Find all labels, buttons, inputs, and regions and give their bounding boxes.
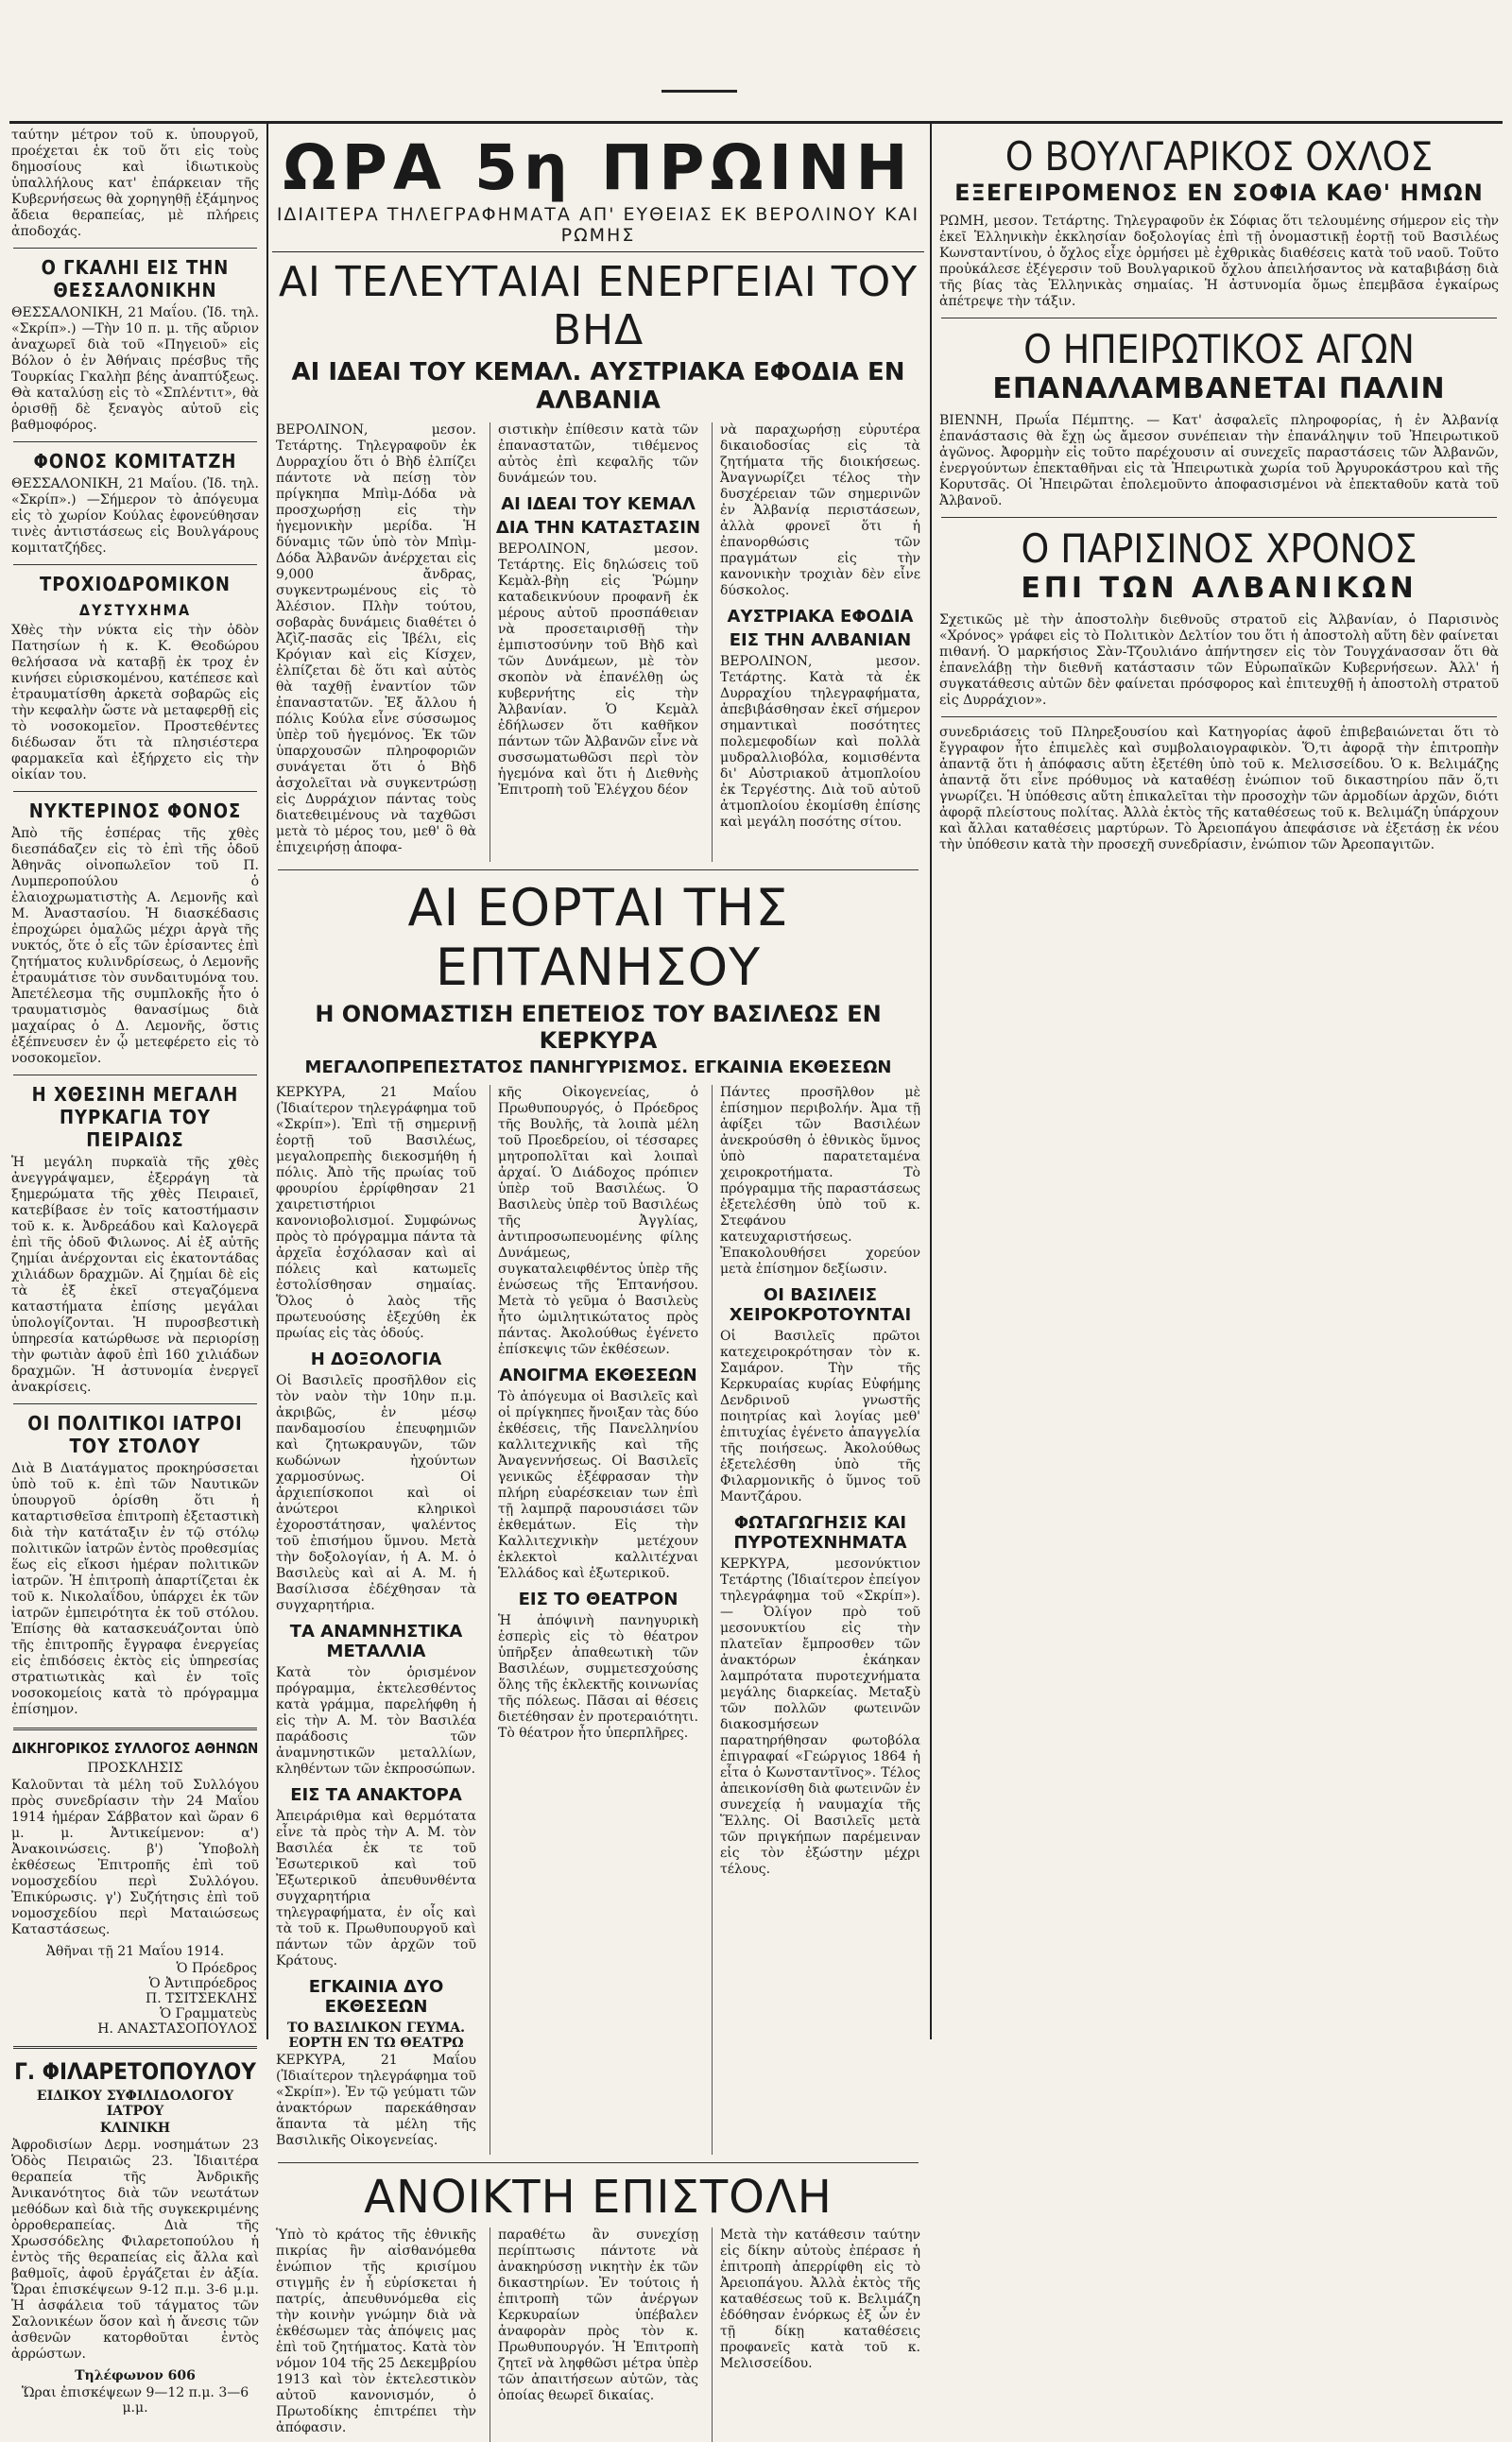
egkain-article: ΚΕΡΚΥΡΑ, 21 Μαΐου (Ἰδιαίτερον τηλεγράφημα τοῦ «Σκρίπ»). Ἐν τῷ γεύματι τῶν ἀνακτόρων παρεκάθησαν ἅπαντα τὰ μέλη τῆς Βασιλικῆς Οἰκογενείας. (276, 2053, 476, 2148)
klinik-hours: Ὥραι ἐπισκέψεων 9—12 π.μ. 3—6 μ.μ. (21, 2385, 249, 2416)
divider (13, 564, 257, 565)
intro-text: ταύτην μέτρον τοῦ κ. ὑπουργοῦ, προέχεται ἐκ τοῦ ὅτι εἰς τοὺς δημοσίους καὶ ἰδιωτικοὺς ὑπαλλήλους κατ' ἐπάρκειαν τῆς Κυβερνήσεως θὰ χορηγηθῇ ἐξάμηνος ἄδεια θεραπείας, μὲ πλήρεις ἀποδοχάς. (11, 128, 259, 239)
eortai-article-2: κῆς Οἰκογενείας, ὁ Πρωθυπουργός, ὁ Πρόεδρος τῆς Βουλῆς, τὰ λοιπὰ μέλη τοῦ Προεδρείου, οἱ τέσσαρες μητροπολῖται καὶ λοιπαὶ ἀρχαί. Ὁ Διάδοχος πρόπιεν ὑπὲρ τοῦ Βασιλέως. Ὁ Βασιλεὺς ὑπὲρ τοῦ Βασιλέως τῆς Ἀγγλίας, ἀντιπροσωπευομένης φίλης Δυνάμεως, συγκαταλειφθέντος ὑπὲρ τῆς ἑνώσεως τῆς Ἑπτανήσου. Μετὰ τὸ γεῦμα ὁ Βασιλεὺς ἦτο ὡμιλητικώτατος πρὸς πάντας. Ἀκολούθως ἐγένετο ἐπίσκεψις τῶν ἐκθέσεων. (498, 1085, 698, 1357)
edition-banner: ΩΡΑ 5η ΠΡΩΙΝΗ (283, 131, 914, 204)
paris-continuation: συνεδριάσεις τοῦ Πληρεξουσίου καὶ Κατηγορίας ἀφοῦ ἐπιβεβαιώνεται ὅτι τὸ ἔγγραφον ἦτο ἐπιμελὲς καὶ συμβολαιογραφικὸν. Ὅ,τι ἀφορᾷ τὴν ἐπιτροπὴν ἀπαντᾷ ὅτι ἡ ἀπόφασις αὕτη ἐξετέθη ὑπὸ τοῦ κ. Μελισσείδου. Ὁ κ. Βελιμάζης ἀπαντᾷ ὅτι εἶνε πρόθυμος νὰ καταθέσῃ ἐνώπιον τοῦ δικαστηρίου πᾶν ὅ,τι γνωρίζει. Ἡ ὑπόθεσις αὕτη ἐπικαλεῖται τὴν προσοχὴν τῶν ἀρμοδίων ἀρχῶν, διότι ἀφορᾷ πλείστους πολίτας. Ἀλλὰ ἐκτὸς τῆς καταθέσεως τοῦ κ. Βελιμάζη ὑπάρχουν καὶ ἄλλαι καταθέσεις μαρτύρων. Τὸ Ἀρειοπάγου ἀπεφάσισε νὰ ἐξετάσῃ ἐκ νέου τὴν ὑπόθεσιν κατὰ τὴν προσεχῆ συνεδρίασιν, ἐνώπιον τῶν Ἀρεοπαγιτῶν. (939, 725, 1499, 852)
voulg-subheadline: ΕΞΕΓΕΙΡΟΜΕΝΟΣ ΕΝ ΣΟΦΙΑ ΚΑΘ' ΗΜΩΝ (954, 180, 1484, 206)
klinik-phone: Τηλέφωνον 606 (75, 2368, 196, 2383)
theatro-headline: ΕΙΣ ΤΟ ΘΕΑΤΡΟΝ (518, 1590, 679, 1609)
paris-headline: Ο ΠΑΡΙΣΙΝΟΣ ΧΡΟΝΟΣ (1021, 525, 1418, 572)
troxio-headline: ΤΡΟΧΙΟΔΡΟΜΙΚΟΝ (40, 573, 231, 595)
divider (13, 2046, 257, 2049)
dikig-sign-president: Ὁ Πρόεδρος (176, 1961, 257, 1976)
klinik-article: Ἀφροδισίων Δερμ. νοσημάτων 23 Ὁδὸς Πειραιῶς 23. Ἰδιαιτέρα θεραπεία τῆς Ἀνδρικῆς Ἀνικανότητος διὰ τῶν νεωτάτων μεθόδων καὶ διὰ τῆς συγκεκριμένης ὀρροθεραπείας. Διὰ τῆς Χρωσσόδελης Φιλαρετοπούλου ἡ ἐντὸς τῆς θεραπείας εἰς ἄλλα καὶ βαθμοῖς, ἀφοῦ ἐργάζεται ἐν ἀξία. Ὥραι ἐπισκέψεων 9-12 π.μ. 3-6 μ.μ. Ἡ ἀσφάλεια τοῦ τάγματος τῶν Σαλονικέων ὅσον καὶ ἡ ἄνεσις τῶν ἀσθενῶν κατορθοῦται ἐντὸς ἀρρώστων. (11, 2138, 259, 2362)
klinik-headline: Γ. ΦΙΛΑΡΕΤΟΠΟΥΛΟΥ (14, 2058, 256, 2085)
epistoli-headline: ΑΝΟΙΚΤΗ ΕΠΙΣΤΟΛΗ (364, 2171, 833, 2224)
anakt-article: Ἀπειράριθμα καὶ θερμότατα εἶνε τὰ πρὸς τὴν Α. Μ. τὸν Βασιλέα ἐκ τε τοῦ Ἐσωτερικοῦ καὶ τοῦ Ἐξωτερικοῦ ἀπευθυνθέντα συγχαρητήρια τηλεγραφήματα, ἐν οἷς καὶ τὰ τοῦ κ. Πρωθυπουργοῦ καὶ πάντων τῶν ἀρχῶν τοῦ Κράτους. (276, 1809, 476, 1969)
xeirokrot-article: Οἱ Βασιλεῖς πρῶτοι κατεχειροκρότησαν τὸν κ. Σαμάρον. Τὴν τῆς Κερκυραίας κυρίας Εὐφήμης Δενδρινοῦ γνωστῆς ποιητρίας καὶ λογίας μεθ' ἐπιτυχίας ἐγένετο ἀπαγγελία τῆς ποιήσεως. Ἀκολούθως ἐξετελέσθη ὑπὸ τῆς Φιλαρμονικῆς ὁ ὕμνος τοῦ Μαντζάρου. (720, 1329, 920, 1505)
header-rule (9, 121, 1503, 124)
dikig-headline: ΔΙΚΗΓΟΡΙΚΟΣ ΣΥΛΛΟΓΟΣ ΑΘΗΝΩΝ (11, 1740, 259, 1757)
ipeir-subheadline: ΕΠΑΝΑΛΑΜΒΑΝΕΤΑΙ ΠΑΛΙΝ (992, 372, 1446, 405)
center-column (272, 128, 924, 2435)
fot-headline: ΦΩΤΑΓΩΓΗΣΙΣ ΚΑΙ ΠΥΡΟΤΕΧΝΗΜΑΤΑ (733, 1513, 907, 1553)
epistoli-article-2: παραθέτω ἂν συνεχίσῃ περίπτωσις πάντοτε νὰ ἀνακηρύσσῃ νικητὴν ἐκ τῶν δικαστηρίων. Ἐν τούτοις ἡ ἐπιτροπὴ τῶν ἀνέργων Κερκυραίων ὑπέβαλεν ἀναφορὰν πρὸς τὸν κ. Πρωθυπουργόν. Ἡ Ἐπιτροπὴ ζητεῖ νὰ ληφθῶσι μέτρα ὑπὲρ τῶν ἀπαιτήσεων αὐτῶν, τὰς ὁποίας θεωρεῖ δικαίας. (498, 2227, 698, 2403)
vhd-article-2: σιστικὴν ἐπίθεσιν κατὰ τῶν ἐπαναστατῶν, τιθέμενος αὐτὸς ἐπὶ κεφαλῆς τῶν δυνάμεών του. (498, 422, 698, 486)
anakt-headline: ΕΙΣ ΤΑ ΑΝΑΚΤΟΡΑ (290, 1785, 462, 1805)
epistoli-article-1: Ὑπὸ τὸ κράτος τῆς ἐθνικῆς πικρίας ἣν αἰσθανόμεθα ἐνώπιον τῆς κρισίμου στιγμῆς ἐν ἧ εὑρίσκεται ἡ πατρίς, ἀπευθυνόμεθα εἰς τὴν κοινὴν γνώμην διὰ νὰ ἐκθέσωμεν τὰς ἀπόψεις μας ἐπὶ τοῦ ζητήματος. Κατὰ τὸν νόμον 104 τῆς 25 Δεκεμβρίου 1913 καὶ τὸν ἐκτελεστικὸν αὐτοῦ κανονισμόν, ὁ Πρωτοδίκης ἐπιτρέπει τὴν ἀπόφασιν. (276, 2227, 476, 2435)
divider (13, 1728, 257, 1730)
anam-headline: ΤΑ ΑΝΑΜΝΗΣΤΙΚΑ ΜΕΤΑΛΛΙΑ (289, 1622, 463, 1661)
dikig-subheadline: ΠΡΟΣΚΛΗΣΙΣ (87, 1761, 183, 1776)
vhd-article-3: νὰ παραχωρήσῃ εὐρυτέρα δικαιοδοσίας εἰς τὰ ζητήματα τῆς διοικήσεως. Ἀναγνωρίζει τέλος τὴν δυσχέρειαν τῶν σημερινῶν ἐν Ἀλβανίᾳ περιστάσεων, ἀλλὰ φρονεῖ ὅτι ἡ ἐπανορθώσις τῶν πραγμάτων εἰς τὴν κανονικὴν τροχιὰν δὲν εἶνε δύσκολος. (720, 422, 920, 598)
troxio-subheadline: ΔΥΣΤΥΧΗΜΑ (78, 601, 192, 619)
divider (13, 441, 257, 442)
nykt-headline: ΝΥΚΤΕΡΙΝΟΣ ΦΟΝΟΣ (28, 800, 242, 822)
eortai-headline: ΑΙ ΕΟΡΤΑΙ ΤΗΣ ΕΠΤΑΝΗΣΟΥ (407, 878, 789, 997)
kemal-headline: ΑΙ ΙΔΕΑΙ ΤΟΥ ΚΕΜΑΛ (501, 494, 696, 514)
dikig-date: Ἀθῆναι τῇ 21 Μαΐου 1914. (45, 1944, 225, 1959)
top-ornament (662, 90, 737, 98)
fire-headline: Η ΧΘΕΣΙΝΗ ΜΕΓΑΛΗ ΠΥΡΚΑΓΙΑ ΤΟΥ ΠΕΙΡΑΙΩΣ (31, 1083, 239, 1151)
ipeir-headline: Ο ΗΠΕΙΡΩΤΙΚΟΣ ΑΓΩΝ (1023, 326, 1415, 372)
dikig-sign-secretary: Ὁ Γραμματεὺς (160, 2006, 257, 2021)
right-column (936, 128, 1503, 2039)
divider (278, 2162, 919, 2163)
divider (941, 716, 1497, 717)
voulg-headline: Ο ΒΟΥΛΓΑΡΙΚΟΣ ΟΧΛΟΣ (1005, 133, 1434, 180)
austr-subheadline: ΕΙΣ ΤΗΝ ΑΛΒΑΝΙΑΝ (729, 630, 912, 650)
vhd-columns (272, 422, 924, 862)
xeirokrot-headline: ΟΙ ΒΑΣΙΛΕΙΣ ΧΕΙΡΟΚΡΟΤΟΥΝΤΑΙ (729, 1285, 912, 1325)
divider (13, 248, 257, 249)
anoigma-article: Τὸ ἀπόγευμα οἱ Βασιλεῖς καὶ οἱ πρίγκηπες ἤνοιξαν τὰς δύο ἐκθέσεις, τῆς Πανελληνίου καλλιτεχνικῆς καὶ τῆς Ἀναγεννήσεως. Οἱ Βασιλεῖς γενικῶς ἐξέφρασαν τὴν πλήρη εὐαρέσκειαν των ἐπὶ τῇ λαμπρᾷ παρουσιάσει τῶν ἐκθεμάτων. Εἰς τὴν Καλλιτεχνικὴν μετέχουν ἐκλεκτοὶ καλλιτέχναι Ἑλλάδος καὶ ἐξωτερικοῦ. (498, 1389, 698, 1581)
iatroi-article: Διὰ Β Διατάγματος προκηρύσσεται ὑπὸ τοῦ κ. ἐπὶ τῶν Ναυτικῶν ὑπουργοῦ ὁρίσθη ὅτι ἡ καταρτισθεῖσα ἐπιτροπὴ ἐξεταστικὴ διὰ τὴν κατάταξιν ἐν τῷ στόλῳ πολιτικῶν ἰατρῶν ἐντὸς προθεσμίας ἕως εἰς εἴκοσι ἡμέραν πολιτικῶν ἰατρῶν. Ἡ ἐπιτροπὴ ἀπαρτίζεται ἐκ τοῦ κ. Νικολαΐδου, ὑπάρχει ἐκ τῶν ἰατρῶν ἐμπειρότητα ἐκ τοῦ στόλου. Ἐπίσης θὰ κατασκευάζονται ὑπὸ τῆς ἐπιτροπῆς ἔγγραφα ἐνεργείας εἰς ἐπιδόσεις ἐκτὸς εἰς ὑπηρεσίας στρατιωτικὰς καὶ ἐν τοῖς νοσοκομείοις κατὰ τὸ πρόγραμμα ἐπίσημον. (11, 1461, 259, 1717)
klinik-subheadline: ΕΙΔΙΚΟΥ ΣΥΦΙΛΙΔΟΛΟΓΟΥ ΙΑΤΡΟΥ (36, 2089, 234, 2119)
epistoli-columns (272, 2227, 924, 2442)
troxio-article: Χθὲς τὴν νύκτα εἰς τὴν ὁδὸν Πατησίων ἡ κ. Κ. Θεοδώρου θελήσασα νὰ καταβῇ ἐκ τροχ ἐν κινήσει εὑρισκομένου, κατέπεσε καὶ ἐτραυματίσθη ἀρκετὰ σοβαρῶς εἰς τὴν κεφαλὴν ὥστε νὰ μεταφερθῇ εἰς τὸ νοσοκομεῖον. Προστεθέντες διέδωσαν ὅτι τὰ πλησιέστερα φαρμακεῖα καὶ ἐξήρχετο εἰς τὴν οἰκίαν του. (11, 623, 259, 782)
phonos-headline: ΦΟΝΟΣ ΚΟΜΙΤΑΤΖΗ (33, 450, 237, 473)
dikig-article: Καλοῦνται τὰ μέλη τοῦ Συλλόγου πρὸς συνεδρίασιν τὴν 24 Μαΐου 1914 ἡμέραν Σάββατον καὶ ὥραν 6 μ. μ. Ἀντικείμενον: α') Ἀνακοινώσεις. β') Ὑποβολὴ ἐκθέσεως Ἐπιτροπῆς ἐπὶ τοῦ νομοσχεδίου περὶ Συλλόγου. Ἐπικύρωσις. γ') Συζήτησις ἐπὶ τοῦ νομοσχεδίου περὶ Ματαιώσεως Καταστάσεως. (11, 1778, 259, 1937)
dikig-sign-name2: Η. ΑΝΑΣΤΑΣΟΠΟΥΛΟΣ (97, 2021, 257, 2037)
voulg-article: ΡΩΜΗ, μεσον. Τετάρτης. Τηλεγραφοῦν ἐκ Σόφιας ὅτι τελουμένης σήμερον εἰς τὴν ἐκεῖ Ἑλληνικὴν ἐκκλησίαν δοξολογίας ἐπὶ τῇ ὀνομαστικῇ ἑορτῇ τοῦ Βασιλέως Κωνσταντίνου, ὁ ὄχλος εἶχε ὁρμήσει μὲ ἐχθρικὰς διαθέσεις κατὰ τοῦ ναοῦ. Τοῦτο προὐκάλεσε ἐξέγερσιν τοῦ Βουλγαρικοῦ ὄχλου ἀπειλήσαντος νὰ καταβιβάσῃ διὰ τῆς βίας τὰς Ἑλληνικὰς σημαίας. Ἡ ἀστυνομία ὅμως ἐπεμβᾶσα ἐγκαίρως ἀπέτρεψε τὴν τάξιν. (939, 214, 1499, 309)
eortai-article-1: ΚΕΡΚΥΡΑ, 21 Μαΐου (Ἰδιαίτερον τηλεγράφημα τοῦ «Σκρίπ»). Ἐπὶ τῇ σημερινῇ ἑορτῇ τοῦ Βασιλέως, μεγαλοπρεπὴς διεκοσμήθη ἡ πόλις. Ἀπὸ τῆς πρωίας τοῦ φρουρίου ἐρρίφθησαν 21 χαιρετιστήριοι κανονιοβολισμοί. Συμφώνως πρὸς τὸ πρόγραμμα πάντα τὰ ἀρχεῖα ἐσχόλασαν καὶ αἱ πόλεις καὶ κατωμεῖς ἐστολίσθησαν σημαίας. Ὅλος ὁ λαὸς τῆς πρωτευούσης ἐξεχύθη ἐκ πρωίας εἰς τὰς ὁδούς. (276, 1085, 476, 1341)
left-column (8, 128, 263, 2416)
paris-subheadline: ΕΠΙ ΤΩΝ ΑΛΒΑΝΙΚΩΝ (1021, 572, 1418, 605)
phonos-article: ΘΕΣΣΑΛΟΝΙΚΗ, 21 Μαΐου. (Ἰδ. τηλ. «Σκρίπ».) —Σήμερον τὸ ἀπόγευμα εἰς τὸ χωρίον Κούλας ἐφονεύθησαν τινὲς ἀντιστάσεως εἰς Βουλγάρους κομιτατζήδες. (11, 476, 259, 556)
ipeir-article: ΒΙΕΝΝΗ, Πρωΐα Πέμπτης. — Κατ' ἀσφαλεῖς πληροφορίας, ἡ ἐν Ἀλβανίᾳ ἐπανάστασις θὰ ἔχῃ ὡς ἄμεσον συνέπειαν τὴν ἐπανάληψιν τοῦ Ἠπειρωτικοῦ ἀγῶνος. Ἀφορμὴν εἰς τοῦτο παρέχουσιν αἱ συνεχεῖς παραστάσεις τῶν Ἀλβανῶν, ἐνεργούντων ἐπεκταθῆναι εἰς τὰ Ἠπειρωτικὰ χωρία τοῦ Ἀργυροκάστρου καὶ τῆς Κορυτσᾶς. Οἱ Ἠπειρῶται ἐπολεμοῦντο ἀποφασισμένοι νὰ ἐπεκταθοῦν κατὰ τοῦ Ἀλβανοῦ. (939, 413, 1499, 508)
eortai-columns (272, 1085, 924, 2155)
anam-article: Κατὰ τὸν ὁρισμένον πρόγραμμα, ἐκτελεσθέντος κατὰ γράμμα, παρελήφθη ἡ εἰς τὴν Α. Μ. τὸν Βασιλέα παράδοσις τῶν ἀναμνηστικῶν μεταλλίων, κληθέντων τῶν ἐκπροσώπων. (276, 1665, 476, 1777)
fire-article: Ἡ μεγάλη πυρκαϊὰ τῆς χθὲς ἀνεγγράψαμεν, ἐξερράγη τὰ ξημερώματα τῆς χθὲς Πειραιεῖ, κατεβίβασε ἐν τοῖς κατοστήμασιν τοῦ κ. κ. Ἀνδρεάδου καὶ Καλογερᾶ ἐπὶ τῆς ὁδοῦ Φιλωνος. Αἱ ἐξ αὐτῆς ζημίαι ἀνέρχονται εἰς ἑκατοντάδας χιλιάδων δραχμῶν. Αἱ ζημίαι δὲ εἰς τὰ ἐξ ἐκεῖ στεγαζόμενα καταστήματα ἐπίσης μεγάλαι ὑπολογίζονται. Ἡ πυροσβεστικὴ ὑπηρεσία κατώρθωσε νὰ περιορίσῃ τὴν φωτιὰν ἀφοῦ ἐπὶ 160 χιλιάδων δραχμῶν. Ἡ ἀστυνομία ἐνεργεῖ ἀνακρίσεις. (11, 1155, 259, 1395)
epistoli-article-3: Μετὰ τὴν κατάθεσιν ταύτην εἰς δίκην αὐτοὺς ἐπέρασε ἡ ἐπιτροπὴ ἀπερρίφθη εἰς τὸ Ἀρειοπάγου. Ἀλλὰ ἐκτὸς τῆς καταθέσεως τοῦ κ. Βελιμάζη ἐδόθησαν ἐνόρκως ἐξ ὧν ἐν τῇ δίκῃ καταθέσεις προφανεῖς κατὰ τοῦ κ. Μελισσείδου. (720, 2227, 920, 2371)
divider (13, 791, 257, 792)
eortai-article-3: Πάντες προσῆλθον μὲ ἐπίσημον περιβολήν. Ἀμα τῇ ἀφίξει τῶν Βασιλέων ἀνεκρούσθη ὁ ἐθνικὸς ὕμνος ὑπὸ παρατεταμένα χειροκροτήματα. Τὸ πρόγραμμα τῆς παραστάσεως ἐξετελέσθη ὑπὸ τοῦ κ. Στεφάνου κατευχαριστήσεως. Ἐπακολουθήσει χορεύον μετὰ ἐπίσημον δεξίωσιν. (720, 1085, 920, 1277)
austr-headline: ΑΥΣΤΡΙΑΚΑ ΕΦΟΔΙΑ (727, 607, 914, 627)
divider (941, 517, 1497, 518)
vhd-subheadline: ΑΙ ΙΔΕΑΙ ΤΟΥ ΚΕΜΑΛ. ΑΥΣΤΡΙΑΚΑ ΕΦΟΔΙΑ ΕΝ ΑΛΒΑΝΙΑ (291, 358, 905, 415)
vhd-article-1: ΒΕΡΟΛΙΝΟΝ, μεσον. Τετάρτης. Τηλεγραφοῦν ἐκ Δυρραχίου ὅτι ὁ Βὴδ ἐλπίζει πάντοτε νὰ πείσῃ τὸν πρίγκηπα Μπὶμ-Δόδα νὰ προσχωρήσῃ εἰς τὴν ἡγεμονικὴν μερίδα. Ἡ δύναμις τῶν ὑπὸ τὸν Μπὶμ-Δόδα Ἀλβανῶν ἀνέρχεται εἰς 9,000 ἄνδρας, συγκεντρωμένους εἰς τὸ Ἀλέσιον. Πλὴν τούτου, σοβαρὰς δυνάμεις διαθέτει ὁ Ἀζὶζ-πασᾶς εἰς Ἰβέλι, εἰς Κρόγιαν καὶ εἰς Κίσχεν, ἐλπίζεται δὲ ὅτι καὶ αὐτὸς θὰ ταχθῇ ἐναντίον τῶν ἐπαναστατῶν. Ἐξ ἄλλου ἡ πόλις Κούλα εἶνε σύσσωμος ὑπὲρ τοῦ ἡγεμόνος. Ἐκ τῶν ὑπαρχουσῶν πληροφοριῶν συνάγεται ὅτι ὁ Βὴδ ἀσχολεῖται νὰ συγκεντρώσῃ εἰς Δυρράχιον πάντας τοὺς διατεθειμένους νὰ ταχθῶσι μετὰ τὸ μέρος του, μεθ' ὃ θὰ ἐπιχειρήσῃ ἀποφα- (276, 422, 476, 855)
egkain-subheadline: ΤΟ ΒΑΣΙΛΙΚΟΝ ΓΕΥΜΑ. ΕΟΡΤΗ ΕΝ ΤΩ ΘΕΑΤΡΩ (287, 2021, 465, 2051)
austr-article: ΒΕΡΟΛΙΝΟΝ, μεσον. Τετάρτης. Κατὰ τὰ ἐκ Δυρραχίου τηλεγραφήματα, ἀπεβιβάσθησαν ἐκεῖ σήμερον σημαντικαὶ ποσότητες πολεμεφοδίων καὶ πολλὰ μυδραλλιοβόλα, κομισθέντα δι' Αὐστριακοῦ ἀτμοπλοίου ἐκ Τεργέστης. Διὰ τοῦ αὐτοῦ ἀτμοπλοίου ἐκομίσθη ἐπίσης καὶ μεγάλη ποσότης σίτου. (720, 654, 920, 830)
fot-article: ΚΕΡΚΥΡΑ, μεσονύκτιον Τετάρτης (Ἰδιαίτερον ἐπείγον τηλεγράφημα τοῦ «Σκρίπ»). — Ὀλίγον πρὸ τοῦ μεσονυκτίου εἰς τὴν πλατεῖαν ἔμπροσθεν τῶν ἀνακτόρων ἐκάηκαν λαμπρότατα πυροτεχνήματα μεγάλης διαρκείας. Μεταξὺ τῶν πολλῶν φωτεινῶν διακοσμήσεων παρατηρήθησαν φωτοβόλα ἐπιγραφαί «Γεώργιος 1864 ἡ εἶτα ὁ Κωνσταντῖνος». Τέλος ἀπεικονίσθη διὰ φωτεινῶν ἐν συνεχείᾳ ἡ ναυμαχία τῆς Ἕλλης. Οἱ Βασιλεῖς μετὰ τῶν πριγκήπων παρέμειναν εἰς τὸν ἐξώστην μέχρι τέλους. (720, 1556, 920, 1877)
doxol-headline: Η ΔΟΞΟΛΟΓΙΑ (310, 1350, 442, 1369)
klinik-subheadline-2: ΚΛΙΝΙΚΗ (99, 2121, 171, 2136)
column-rule-2 (930, 123, 932, 2039)
edition-subtitle: ΙΔΙΑΙΤΕΡΑ ΤΗΛΕΓΡΑΦΗΜΑΤΑ ΑΠ' ΕΥΘΕΙΑΣ ΕΚ ΒΕΡΟΛΙΝΟΥ ΚΑΙ ΡΩΜΗΣ (272, 204, 924, 252)
doxol-article: Οἱ Βασιλεῖς προσῆλθον εἰς τὸν ναὸν τὴν 10ην π.μ. ἀκριβῶς, ἐν μέσῳ πανδαμοσίου ἐπευφημιῶν καὶ ζητωκραυγῶν, τῶν κωδώνων ἠχούντων χαρμοσύνως. Οἱ ἀρχιεπίσκοποι καὶ οἱ ἀνώτεροι κληρικοὶ ἐχοροστάτησαν, ψαλέντος τοῦ ἐπισήμου ὕμνου. Μετὰ τὴν δοξολογίαν, ἡ Α. Μ. ὁ Βασιλεὺς καὶ αἱ Α. Μ. ἡ Βασίλισσα ἐδέχθησαν τὰ συγχαρητήρια. (276, 1373, 476, 1613)
galli-article: ΘΕΣΣΑΛΟΝΙΚΗ, 21 Μαΐου. (Ἰδ. τηλ. «Σκρίπ».) —Τὴν 10 π. μ. τῆς αὔριον ἀναχωρεῖ διὰ τοῦ «Πηγειοῦ» εἰς Βόλον ὁ ἐν Ἀθήναις πρέσβυς τῆς Τουρκίας Γκαλὴπ βέης ἀναπτύξεως. Θὰ καταλύσῃ εἰς τὸ «Σπλέντιτ», θὰ ὁρισθῇ δὲ ξεναγὸς αὐτοῦ εἰς βαθμοφόρος. (11, 305, 259, 433)
paris-article: Σχετικῶς μὲ τὴν ἀποστολὴν διεθνοῦς στρατοῦ εἰς Ἀλβανίαν, ὁ Παρισινὸς «Χρόνος» γράφει εἰς τὸ Πολιτικὸν Δελτίον του ὅτι ἡ ἀποστολὴ αὕτη δὲν φαίνεται πιθανή. Ὁ μαρκήσιος Σὰν-Τζουλιάνο ἀπήντησεν εἰς τὸν Τουγχάνασσαν ὅτι θὰ ἐπανελάβῃ τὴν διεθνῆ κατάστασιν τῶν Εὐρωπαϊκῶν Κυβερνήσεων. Ἀλλ' ἡ συγκατάθεσις αὐτῶν δὲν φαίνεται πρόσφορος καὶ ἐπιτευχθῇ ἡ ἀποστολὴ στρατοῦ εἰς Δυρράχιον». (939, 612, 1499, 708)
column-rule-1 (266, 123, 268, 2039)
eortai-subheadline-2: ΜΕΓΑΛΟΠΡΕΠΕΣΤΑΤΟΣ ΠΑΝΗΓΥΡΙΣΜΟΣ. ΕΓΚΑΙΝΙΑ ΕΚΘΕΣΕΩΝ (304, 1058, 892, 1077)
iatroi-headline: ΟΙ ΠΟΛΙΤΙΚΟΙ ΙΑΤΡΟΙ ΤΟΥ ΣΤΟΛΟΥ (27, 1412, 243, 1457)
divider (278, 869, 919, 870)
theatro-article: Ἡ ἀπόψινὴ πανηγυρικὴ ἑσπερὶς εἰς τὸ θέατρον ὑπῆρξεν ἀπαθεωτικὴ τῶν Βασιλέων, συμμετεσχούσης ὅλης τῆς ἐκλεκτῆς κοινωνίας τῆς πόλεως. Πᾶσαι αἱ θέσεις διετέθησαν ἐν προτεραιότητι. Τὸ θέατρον ἦτο ὑπερπλῆρες. (498, 1613, 698, 1741)
kemal-article: ΒΕΡΟΛΙΝΟΝ, μεσον. Τετάρτης. Εἰς δηλώσεις τοῦ Κεμὰλ-βὴη εἰς Ῥώμην καταδεικνύουν προφανῆ ἐκ μέρους αὐτοῦ προσπάθειαν νὰ προσεταιρισθῇ τὴν ἐμπιστοσύνην τοῦ Βὴδ καὶ τῶν Δυνάμεων, μὲ τὸν σκοπὸν νὰ ἐπανέλθῃ ὡς κυβερνήτης εἰς τὴν Ἀλβανίαν. Ὁ Κεμὰλ ἐδήλωσεν ὅτι καθῆκον πάντων τῶν Ἀλβανῶν εἶνε νὰ συσσωματωθῶσι περὶ τὸν ἡγεμόνα καὶ ὅτι ἡ Διεθνὴς Ἐπιτροπὴ τοῦ Ἐλέγχου δέον (498, 542, 698, 798)
dikig-sign-name1: Π. ΤΣΙΤΣΕΚΛΗΣ (145, 1991, 257, 2006)
galli-headline: Ο ΓΚΑΛΗΙ ΕΙΣ ΤΗΝ ΘΕΣΣΑΛΟΝΙΚΗΝ (41, 256, 230, 301)
divider (13, 1403, 257, 1404)
egkain-headline: ΕΓΚΑΙΝΙΑ ΔΥΟ ΕΚΘΕΣΕΩΝ (308, 1977, 444, 2017)
nykt-article: Ἀπὸ τῆς ἑσπέρας τῆς χθὲς διεσπάδαζεν εἰς τὸ ἐπὶ τῆς ὁδοῦ Ἀθηνᾶς οἰνοπωλεῖον τοῦ Π. Λυμπεροπούλου ὁ ἐλαιοχρωματιστὴς Α. Λεμονῆς καὶ Μ. Ἀναστασίου. Ἡ διασκέδασις ἐπροχώρει ὁμαλῶς μέχρι ἀργὰ τῆς νυκτός, ὅτε ὁ εἷς τῶν ἐρίσαντες ἐπὶ ζητήματος κυλινδρίσεως, ὁ Λεμονῆς ἐτραυμάτισε τὸν συνδαιτυμόνα του. Ἀπετέλεσμα τῆς συμπλοκῆς ἦτο ὁ τραυματισμὸς θανασίμως διὰ μαχαίρας ὁ Δ. Λεμονῆς, ὅστις ἐξέπνευσεν ἐν ᾧ μετεφέρετο εἰς τὸ νοσοκομεῖον. (11, 826, 259, 1066)
anoigma-headline: ΑΝΟΙΓΜΑ ΕΚΘΕΣΕΩΝ (499, 1366, 697, 1385)
kemal-subheadline: ΔΙΑ ΤΗΝ ΚΑΤΑΣΤΑΣΙΝ (495, 518, 701, 538)
eortai-subheadline: Η ΟΝΟΜΑΣΤΙΣΗ ΕΠΕΤΕΙΟΣ ΤΟΥ ΒΑΣΙΛΕΩΣ ΕΝ ΚΕΡΚΥΡΑ (315, 1001, 882, 1054)
vhd-headline: ΑΙ ΤΕΛΕΥΤΑΙΑΙ ΕΝΕΡΓΕΙΑΙ ΤΟΥ ΒΗΔ (278, 258, 919, 354)
dikig-sign-vice: Ὁ Ἀντιπρόεδρος (148, 1976, 257, 1991)
